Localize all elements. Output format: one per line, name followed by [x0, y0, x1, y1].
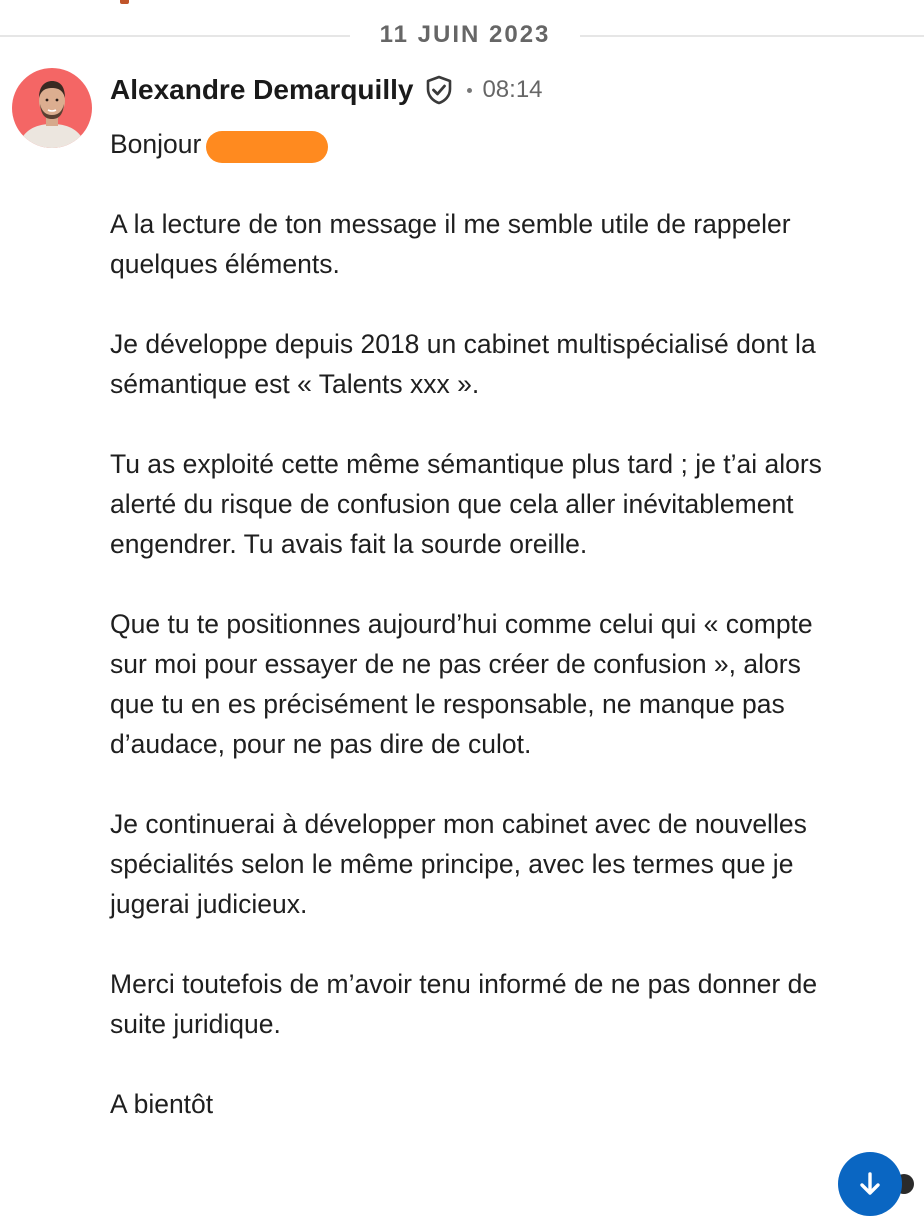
divider-line-left [0, 35, 350, 37]
verified-shield-icon [423, 74, 455, 106]
message-greeting [110, 124, 830, 164]
top-accent-mark [120, 0, 129, 4]
message-signoff: A bientôt [110, 1089, 214, 1119]
message-paragraph: Que tu te positionnes aujourd’hui comme celui qui « compte sur moi pour essayer de ne pas créer de confusion », alors que tu en es précisément le responsable, ne manque pas d’audace, pour ne pas dire de culot. [110, 609, 813, 759]
message-paragraph: Je développe depuis 2018 un cabinet multispécialisé dont la sémantique est « Talents xxx ». [110, 329, 816, 399]
date-label: 11 JUIN 2023 [379, 21, 551, 48]
message-paragraph: A la lecture de ton message il me semble utile de rappeler quelques éléments. [110, 209, 791, 279]
message-body [110, 124, 830, 1164]
message-timestamp: 08:14 [482, 76, 543, 103]
avatar-person-icon [12, 68, 92, 148]
sender-name[interactable]: Alexandre Demarquilly [110, 74, 414, 105]
message-header [110, 70, 543, 110]
scroll-to-bottom-button[interactable] [838, 1152, 902, 1216]
sender-avatar[interactable] [12, 68, 92, 148]
message-paragraph: Je continuerai à développer mon cabinet avec de nouvelles spécialités selon le même principe, avec les termes que je jugerai judicieux. [110, 809, 807, 919]
divider-line-right [580, 35, 924, 37]
date-divider [0, 18, 924, 54]
message-paragraph: Tu as exploité cette même sémantique plus tard ; je t’ai alors alerté du risque de confusion que cela aller inévitablement engendrer. Tu avais fait la sourde oreille. [110, 449, 822, 559]
greeting-text: Bonjour [110, 129, 202, 159]
separator-dot [467, 88, 472, 93]
arrow-down-icon [855, 1169, 885, 1199]
message-paragraph: Merci toutefois de m’avoir tenu informé de ne pas donner de suite juridique. [110, 969, 818, 1039]
redacted-name [206, 131, 328, 163]
